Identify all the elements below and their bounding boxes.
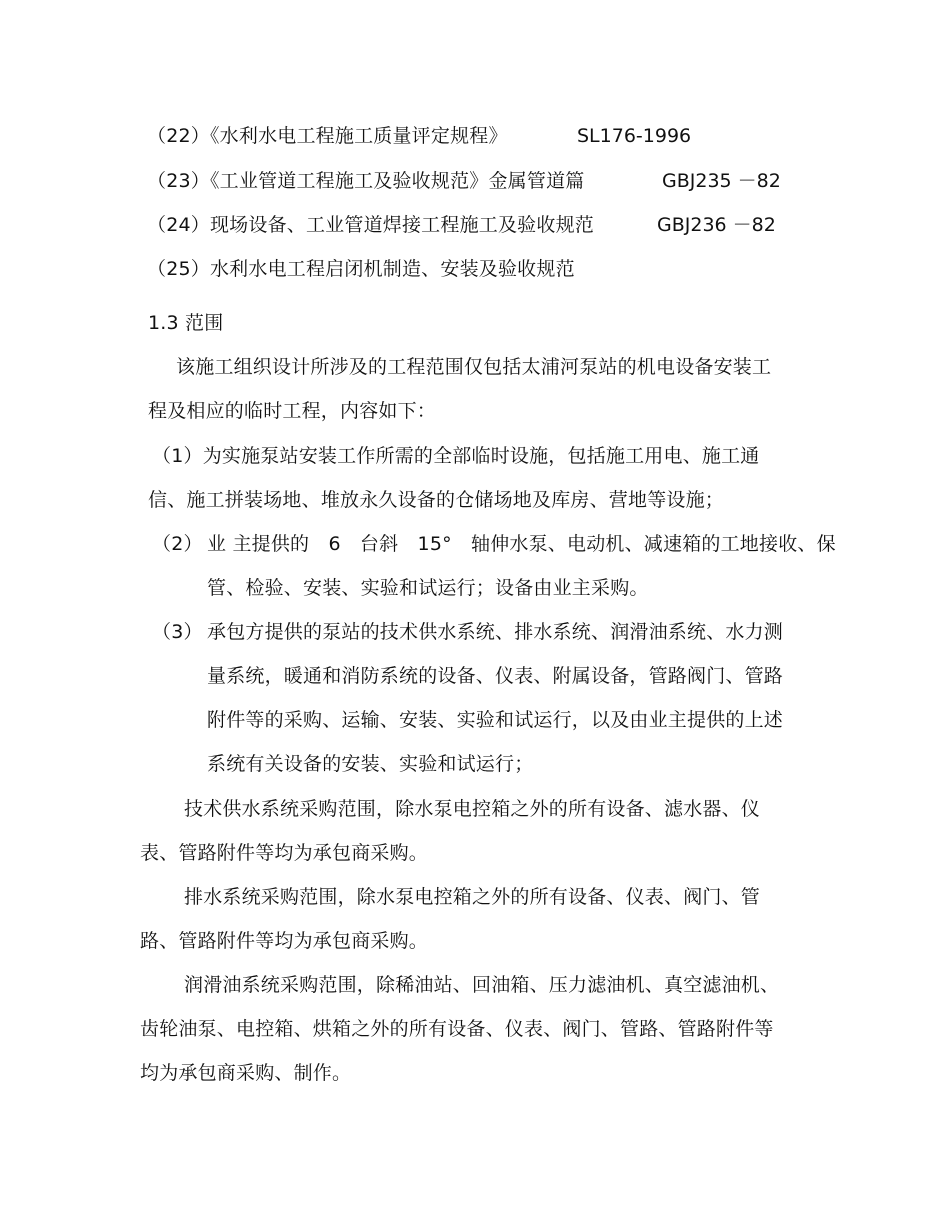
drainage-line-1: 排水系统采购范围，除水泵电控箱之外的所有设备、仪表、阀门、管 xyxy=(184,886,761,908)
drainage-line-2: 路、管路附件等均为承包商采购。 xyxy=(140,930,429,952)
item-2-line-1: 业 主提供的 6 台斜 15° 轴伸水泵、电动机、减速箱的工地接收、保 xyxy=(207,533,836,555)
water-supply-line-1: 技术供水系统采购范围，除水泵电控箱之外的所有设备、滤水器、仪 xyxy=(184,798,761,820)
item-3-line-2: 量系统，暖通和消防系统的设备、仪表、附属设备，管路阀门、管路 xyxy=(207,665,784,687)
reference-number: （24） xyxy=(147,214,210,236)
reference-number: （25） xyxy=(147,258,210,280)
reference-code: SL176-1996 xyxy=(577,125,692,147)
water-supply-line-2: 表、管路附件等均为承包商采购。 xyxy=(140,842,429,864)
reference-25 xyxy=(147,256,575,282)
reference-title: 水利水电工程启闭机制造、安装及验收规范 xyxy=(209,258,575,280)
reference-title: 《水利水电工程施工质量评定规程》 xyxy=(209,125,508,147)
reference-number: （22） xyxy=(147,125,210,147)
item-1-line-1: （1）为实施泵站安装工作所需的全部临时设施，包括施工用电、施工通 xyxy=(152,445,760,467)
reference-title: 《工业管道工程施工及验收规范》金属管道篇 xyxy=(209,170,585,192)
reference-23 xyxy=(147,168,585,194)
item-2-line-2: 管、检验、安装、实验和试运行；设备由业主采购。 xyxy=(207,577,649,599)
reference-number: （23） xyxy=(147,170,210,192)
reference-code: GBJ235 －82 xyxy=(662,170,781,192)
lubrication-line-1: 润滑油系统采购范围，除稀油站、回油箱、压力滤油机、真空滤油机、 xyxy=(184,974,780,996)
item-3-number: （3） xyxy=(152,621,203,643)
lubrication-line-3: 均为承包商采购、制作。 xyxy=(140,1062,352,1084)
item-2-number: （2） xyxy=(152,533,203,555)
item-1-line-2: 信、施工拼装场地、堆放永久设备的仓储场地及库房、营地等设施； xyxy=(148,489,725,511)
item-3-line-3: 附件等的采购、运输、安装、实验和试运行，以及由业主提供的上述 xyxy=(207,709,784,731)
reference-22 xyxy=(147,123,508,149)
item-3-line-4: 系统有关设备的安装、实验和试运行； xyxy=(207,753,534,775)
reference-title: 现场设备、工业管道焊接工程施工及验收规范 xyxy=(209,214,594,236)
section-heading: 1.3 范围 xyxy=(148,312,224,334)
reference-24 xyxy=(147,212,594,238)
intro-line-2: 程及相应的临时工程，内容如下： xyxy=(148,400,437,422)
item-3-line-1: 承包方提供的泵站的技术供水系统、排水系统、润滑油系统、水力测 xyxy=(207,621,784,643)
reference-code: GBJ236 －82 xyxy=(657,214,776,236)
intro-line-1: 该施工组织设计所涉及的工程范围仅包括太浦河泵站的机电设备安装工 xyxy=(176,356,772,378)
lubrication-line-2: 齿轮油泵、电控箱、烘箱之外的所有设备、仪表、阀门、管路、管路附件等 xyxy=(140,1018,774,1040)
